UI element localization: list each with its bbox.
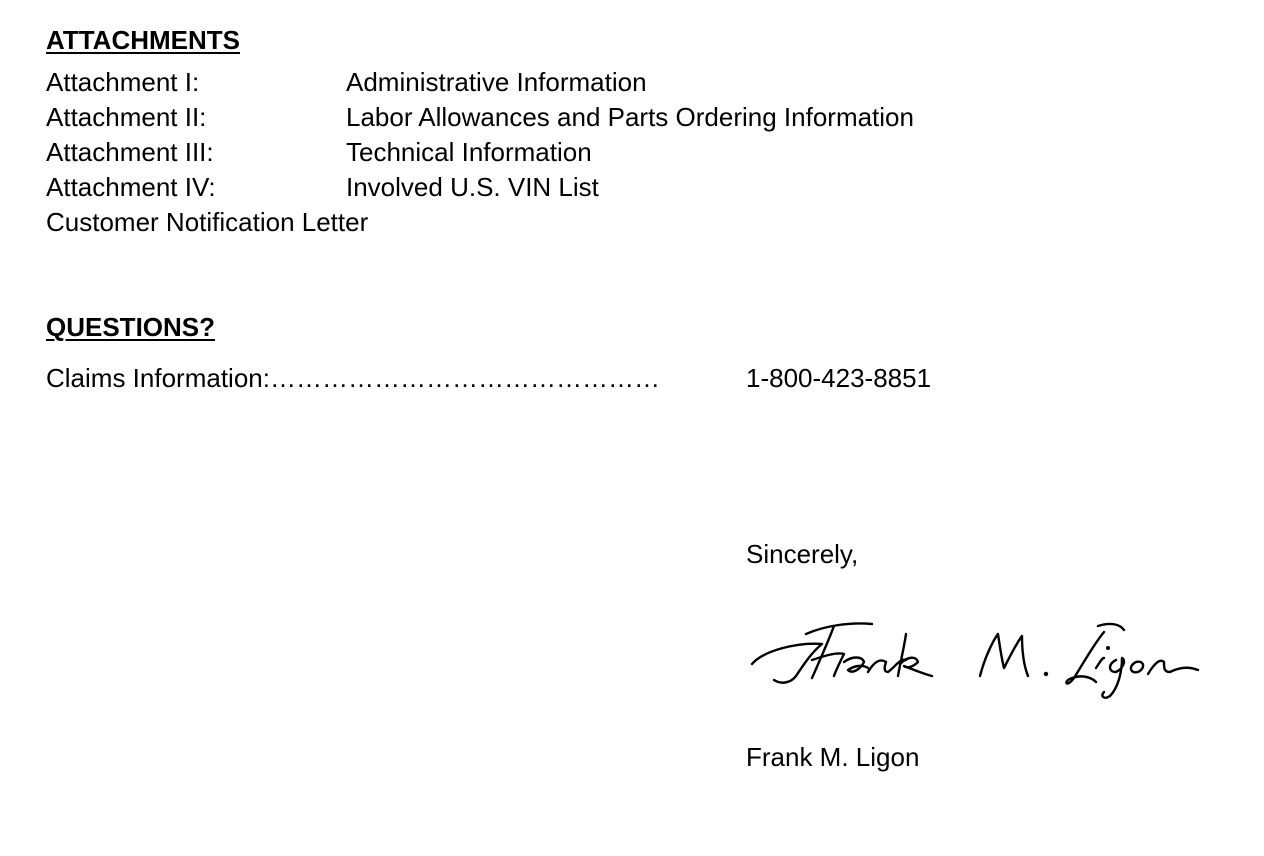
claims-info-leader: ……………………………………… bbox=[269, 363, 660, 393]
attachment-value: Labor Allowances and Parts Ordering Information bbox=[346, 102, 914, 132]
questions-heading: QUESTIONS? bbox=[46, 312, 216, 342]
attachment-label: Attachment I: bbox=[46, 67, 200, 97]
signer-name: Frank M. Ligon bbox=[746, 742, 920, 772]
attachment-value: Administrative Information bbox=[346, 67, 647, 97]
claims-info-row bbox=[46, 363, 932, 393]
attachments-heading: ATTACHMENTS bbox=[46, 25, 241, 55]
attachment-label: Attachment III: bbox=[46, 137, 214, 167]
claims-info-label: Claims Information: bbox=[46, 363, 270, 393]
closing-salutation: Sincerely, bbox=[746, 539, 859, 569]
attachment-label: Attachment II: bbox=[46, 102, 207, 132]
attachment-value: Technical Information bbox=[346, 137, 592, 167]
attachment-value: Involved U.S. VIN List bbox=[346, 172, 599, 202]
handwritten-signature bbox=[744, 612, 1214, 712]
attachment-label: Attachment IV: bbox=[46, 172, 216, 202]
customer-notification-letter: Customer Notification Letter bbox=[46, 207, 369, 237]
claims-phone-number: 1-800-423-8851 bbox=[746, 363, 932, 393]
